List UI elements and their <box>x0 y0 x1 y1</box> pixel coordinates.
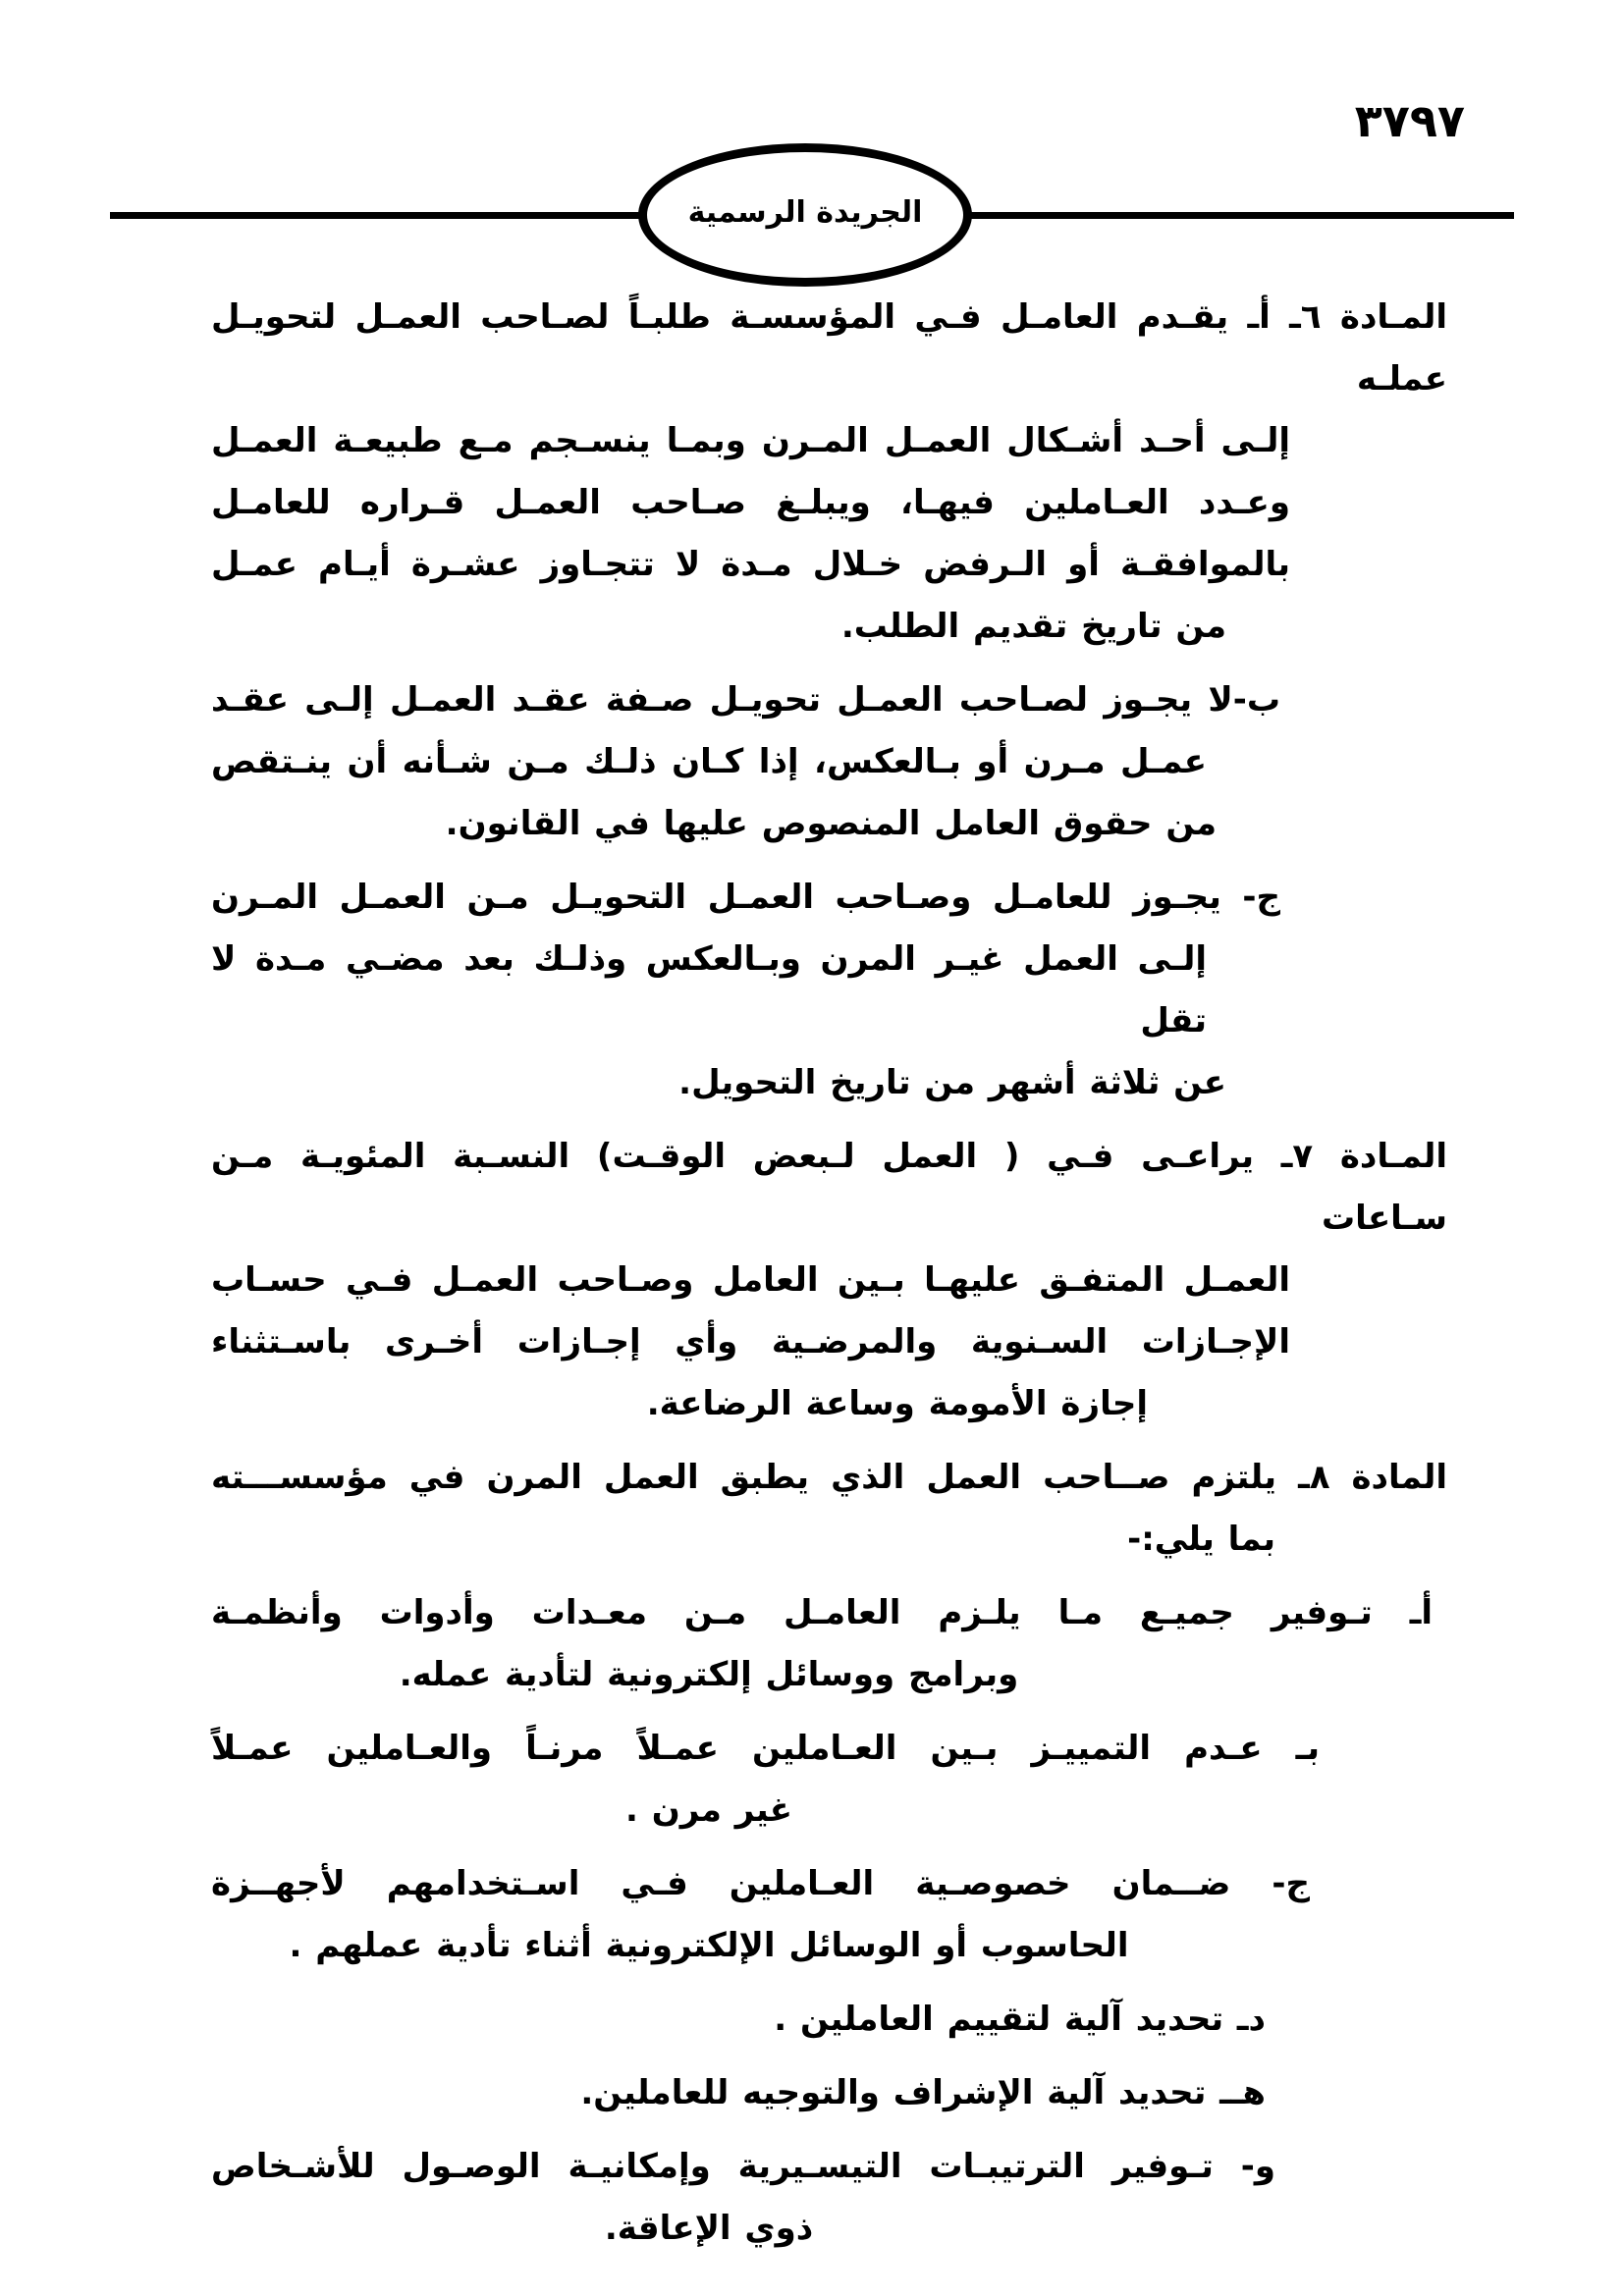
page-number: ٣٧٩٧ <box>1354 94 1465 147</box>
article-6-item-a-line-5: من تاريخ تقديم الطلب. <box>840 607 1226 646</box>
article-7-line-4: إجازة الأمومة وساعة الرضاعة. <box>646 1384 1148 1423</box>
article-8-item-b <box>211 1718 1447 1842</box>
article-6-item-b <box>211 669 1447 855</box>
article-7-line-2: العمـل المتفـق عليهـا بـين العامل وصـاحب العمـل فـي حسـاب <box>211 1260 1290 1300</box>
article-8-item-a <box>211 1582 1447 1706</box>
article-6-item-c-line-3: عن ثلاثة أشهر من تاريخ التحويل. <box>678 1063 1226 1102</box>
article-8-line-2: بما يلي:- <box>1127 1520 1275 1559</box>
article-8-item-b-line-1: بـ عـدم التمييـز بـين العـاملين عمـلاً مرنـاً والعـاملين عمـلاً <box>211 1729 1320 1768</box>
article-8-item-f-line-2: ذوي الإعاقة. <box>604 2209 814 2248</box>
article-6-item-a-line-4: بالموافقـة أو الـرفض خـلال مـدة لا تتجـاوز عشـرة أيـام عمـل <box>211 545 1290 584</box>
article-8-item-c-line-1: ج- ضــمان خصوصـية العـاملين فـي اسـتخدامهم لأجهــزة <box>211 1864 1310 1903</box>
article-6-item-a-line-3: وعـدد العـاملين فيهـا، ويبلـغ صـاحب العمـل قـراره للعامـل <box>211 483 1290 522</box>
article-6-item-a-line-2: إلـى أحـد أشـكال العمـل المـرن وبمـا ينسـجم مـع طبيعـة العمـل <box>211 421 1290 460</box>
article-8-item-d <box>211 1989 1447 2051</box>
article-8-item-c-line-2: الحاسوب أو الوسائل الإلكترونية أثناء تأدية عملهم . <box>289 1926 1129 1965</box>
gazette-banner-oval <box>638 143 972 287</box>
article-6-item-c-line-2: إلـى العمل غيـر المرن وبـالعكس وذلـك بعد مضـي مـدة لا تقل <box>211 939 1207 1041</box>
article-8-item-f-line-1: و- تـوفير الترتيبـات التيسـيرية وإمكانيـة الوصـول للأشـخاص <box>211 2147 1275 2186</box>
article-8-item-f <box>211 2136 1447 2260</box>
article-8-heading <box>211 1447 1447 1571</box>
article-6-item-a <box>211 287 1447 658</box>
article-8-line-1: المادة ٨ـ يلتزم صــاحب العمل الذي يطبق العمل المرن في مؤسســـته <box>211 1458 1447 1497</box>
article-8-item-b-line-2: غير مرن . <box>624 1790 793 1830</box>
article-8-item-e-line-1: هــ تحديد آلية الإشراف والتوجيه للعاملين. <box>580 2073 1266 2112</box>
article-6-item-b-line-1: ب-لا يجـوز لصـاحب العمـل تحويـل صـفة عقـد العمـل إلـى عقـد <box>211 680 1280 720</box>
article-8-item-a-line-2: وبرامج ووسائل إلكترونية لتأدية عمله. <box>399 1655 1019 1694</box>
article-6-item-b-line-3: من حقوق العامل المنصوص عليها في القانون. <box>445 804 1217 843</box>
article-8-item-d-line-1: دـ تحديد آلية لتقييم العاملين . <box>774 2000 1266 2039</box>
document-body <box>211 287 1447 2271</box>
article-6-item-b-line-2: عمـل مـرن أو بـالعكس، إذا كـان ذلـك مـن شـأنه أن ينـتقص <box>211 742 1207 781</box>
article-8-item-c <box>211 1853 1447 1977</box>
article-6-item-c-line-1: ج- يجـوز للعامـل وصـاحب العمـل التحويـل مـن العمـل المـرن <box>211 878 1280 917</box>
article-7 <box>211 1126 1447 1435</box>
article-8-item-e <box>211 2062 1447 2124</box>
article-8-item-a-line-1: أـ تـوفير جميـع مـا يلـزم العامـل مـن معـدات وأدوات وأنظمـة <box>211 1593 1433 1632</box>
article-6-item-c <box>211 867 1447 1114</box>
article-6-item-a-line-1: المـادة ٦ـ أـ يقـدم العامـل فـي المؤسسـة طلبـاً لصـاحب العمـل لتحويـل عملـه <box>211 297 1447 399</box>
gazette-banner-title: الجريدة الرسمية <box>687 194 923 230</box>
article-7-line-3: الإجـازات السـنوية والمرضـية وأي إجـازات أخـرى باسـتثناء <box>211 1322 1290 1362</box>
article-7-line-1: المـادة ٧ـ يراعـى فـي ( العمل لـبعض الوقـت) النسـبة المئويـة مـن سـاعات <box>211 1137 1447 1238</box>
